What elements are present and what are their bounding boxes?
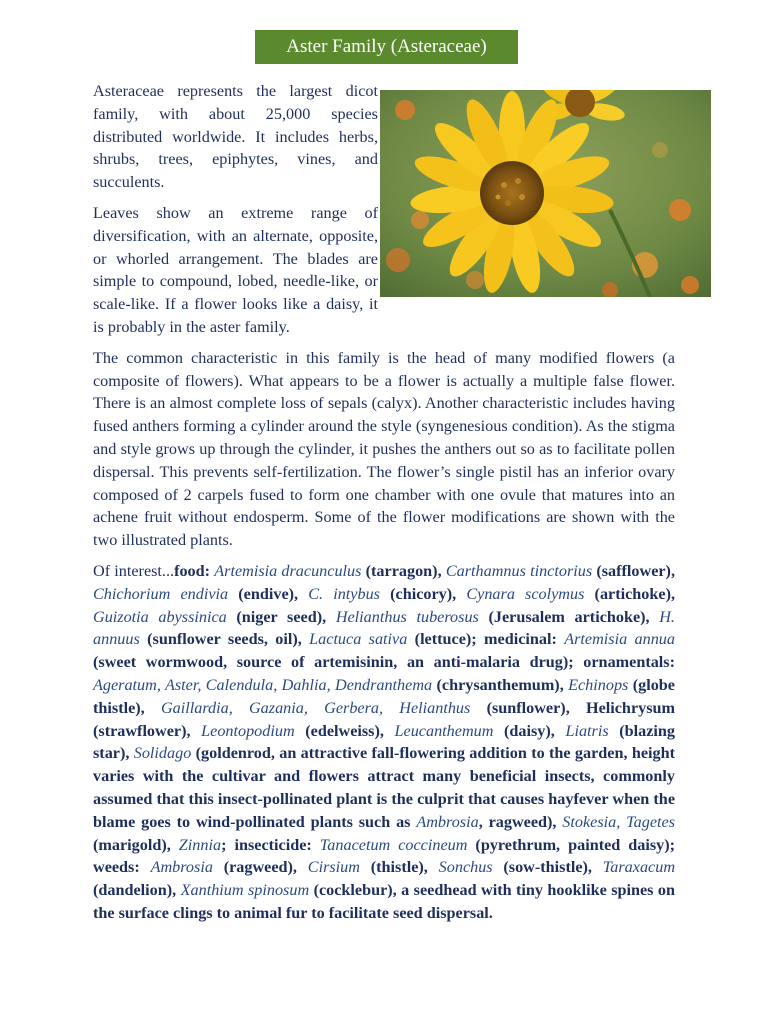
species-name: Liatris	[565, 721, 609, 740]
common-name: (cocklebur), a seedhead with tiny hooklike spines on the surface clings to animal fur to facilitate seed dispersal.	[93, 881, 675, 922]
common-name: (goldenrod, an attractive fall-flowering addition to the garden, height varies with the cultivar and flowers attract many beneficial insects, commonly assumed that this insect-pollinated plant is the culprit that causes hayfever when the blame goes to wind-pollinated plants such as	[93, 744, 675, 831]
common-name: (niger seed),	[226, 607, 336, 626]
species-name: Zinnia	[178, 835, 222, 854]
common-name: (lettuce);	[407, 630, 485, 649]
species-name: Ambrosia	[150, 858, 213, 877]
species-name: Solidago	[133, 744, 192, 763]
intro-paragraph: Asteraceae represents the largest dicot family, with about 25,000 species distributed worldwide. It includes herbs, shrubs, trees, epiphytes, vines, and succulents.	[93, 82, 378, 192]
species-name: Leucanthemum	[394, 721, 494, 740]
common-name: (endive),	[228, 584, 309, 603]
common-name: (dandelion),	[93, 881, 181, 900]
common-name: (sow-thistle),	[492, 858, 603, 877]
common-name: (tarragon),	[361, 561, 446, 580]
of-interest-intro: Of interest...	[93, 561, 175, 580]
common-name: (ragweed),	[212, 858, 308, 877]
species-name: Echinops	[568, 675, 629, 694]
species-name: Artemisia annua	[564, 630, 675, 649]
common-name: (safflower),	[592, 561, 675, 580]
species-name: Stokesia, Tagetes	[562, 812, 675, 831]
common-name: (chicory),	[379, 584, 467, 603]
leaves-paragraph: Leaves show an extreme range of diversification, with an alternate, opposite, or whorled arrangement. The blades are simple to compound, lobed, needle-like, or scale-like. If a flower looks like a daisy, it is probably in the aster family.	[93, 203, 378, 336]
species-name: Guizotia abyssinica	[93, 607, 227, 626]
species-name: Xanthium spinosum	[180, 881, 310, 900]
species-name: Sonchus	[438, 858, 493, 877]
common-name: (blazing star),	[93, 721, 675, 763]
species-name: Leontopodium	[201, 721, 295, 740]
species-name: Cynara scolymus	[466, 584, 585, 603]
common-name: (sweet wormwood, source of artemisinin, an anti-malaria drug);	[93, 653, 584, 672]
species-name: C. intybus	[308, 584, 380, 603]
common-name: (sunflower), Helichrysum (strawflower),	[93, 698, 676, 740]
of-interest-paragraph: Of interest...food: Artemisia dracunculus (tarragon), Carthamnus tinctorius (safflower), Chichorium endivia (endive), C. intybus (chicory), Cynara scolymus (artichoke), Guizotia abyssinica (niger seed), Helianthus tuberosus (Jerusalem artichoke), H. annuus (sunflower seeds, oil), Lactuca sativa (lettuce); medicinal: Artemisia annua (sweet wormwood, source of artemisinin, an anti-malaria drug); ornamentals: Ageratum, Aster, Calendula, Dahlia, Dendranthema (chrysanthemum), Echinops (globe thistle), Gaillardia, Gazania, Gerbera, Helianthus (sunflower), Helichrysum (strawflower), Leontopodium (edelweiss), Leucanthemum (daisy), Liatris (blazing star), Solidago (goldenrod, an attractive fall-flowering addition to the garden, height varies with the cultivar and flowers attract many beneficial insects, commonly assumed that this insect-pollinated plant is the culprit that causes hayfever when the blame goes to wind-pollinated plants such as Ambrosia, ragweed), Stokesia, Tagetes (marigold), Zinnia; insecticide: Tanacetum coccineum (pyrethrum, painted daisy); weeds: Ambrosia (ragweed), Cirsium (thistle), Sonchus (sow-thistle), Taraxacum (dandelion), Xanthium spinosum (cocklebur), a seedhead with tiny hooklike spines on the surface clings to animal fur to facilitate seed dispersal.	[93, 561, 676, 922]
common-name: (Jerusalem artichoke),	[478, 607, 660, 626]
species-name: Taraxacum	[602, 858, 676, 877]
common-name: ;	[221, 835, 235, 854]
image-wrap-spacer	[378, 80, 675, 302]
species-name: Ageratum, Aster, Calendula, Dahlia, Dendranthema	[93, 675, 433, 694]
common-name: (globe thistle),	[93, 675, 675, 717]
species-name: Helianthus tuberosus	[335, 607, 479, 626]
common-name: (edelweiss),	[294, 721, 395, 740]
species-name: Tanacetum coccineum	[319, 835, 468, 854]
common-name: (artichoke),	[584, 584, 676, 603]
species-name: Ambrosia	[416, 812, 479, 831]
common-name: (sunflower seeds, oil),	[139, 630, 310, 649]
common-name: (daisy),	[493, 721, 566, 740]
characteristics-paragraph: The common characteristic in this family is the head of many modified flowers (a composite of flowers). What appears to be a flower is actually a multiple false flower. There is an almost complete loss of sepals (calyx). Another characteristic includes having fused anthers forming a cylinder around the style (syngenesious condition). As the stigma and style grows up through the cylinder, it pushes the anthers out so as to facilitate pollen dispersal. This prevents self-fertilization. The flower’s single pistil has an inferior ovary composed of 2 carpels fused to form one chamber with one ovule that matures into an achene fruit without endosperm. Some of the flower modifications are shown with the two illustrated plants.	[93, 348, 675, 550]
common-name: (thistle),	[359, 858, 439, 877]
insecticide-label: insecticide	[234, 835, 307, 854]
common-name: (marigold),	[93, 835, 179, 854]
weeds-label: weeds	[93, 858, 135, 877]
species-name: Gaillardia, Gazania, Gerbera, Helianthus	[160, 698, 471, 717]
species-name: Lactuca sativa	[309, 630, 408, 649]
species-name: H. annuus	[93, 607, 675, 649]
species-name: Cirsium	[307, 858, 360, 877]
common-name: (chrysanthemum),	[432, 675, 569, 694]
common-name: (pyrethrum, painted daisy);	[467, 835, 676, 854]
species-name: Chichorium endivia	[93, 584, 229, 603]
article-body	[93, 80, 675, 933]
medicinal-label: medicinal	[484, 630, 552, 649]
species-name: Carthamnus tinctorius	[445, 561, 593, 580]
page-title: Aster Family (Asteraceae)	[255, 30, 518, 64]
species-name: Artemisia dracunculus	[214, 561, 362, 580]
food-label: food	[174, 561, 205, 580]
common-name: , ragweed),	[478, 812, 563, 831]
ornamentals-label: ornamentals	[583, 653, 670, 672]
